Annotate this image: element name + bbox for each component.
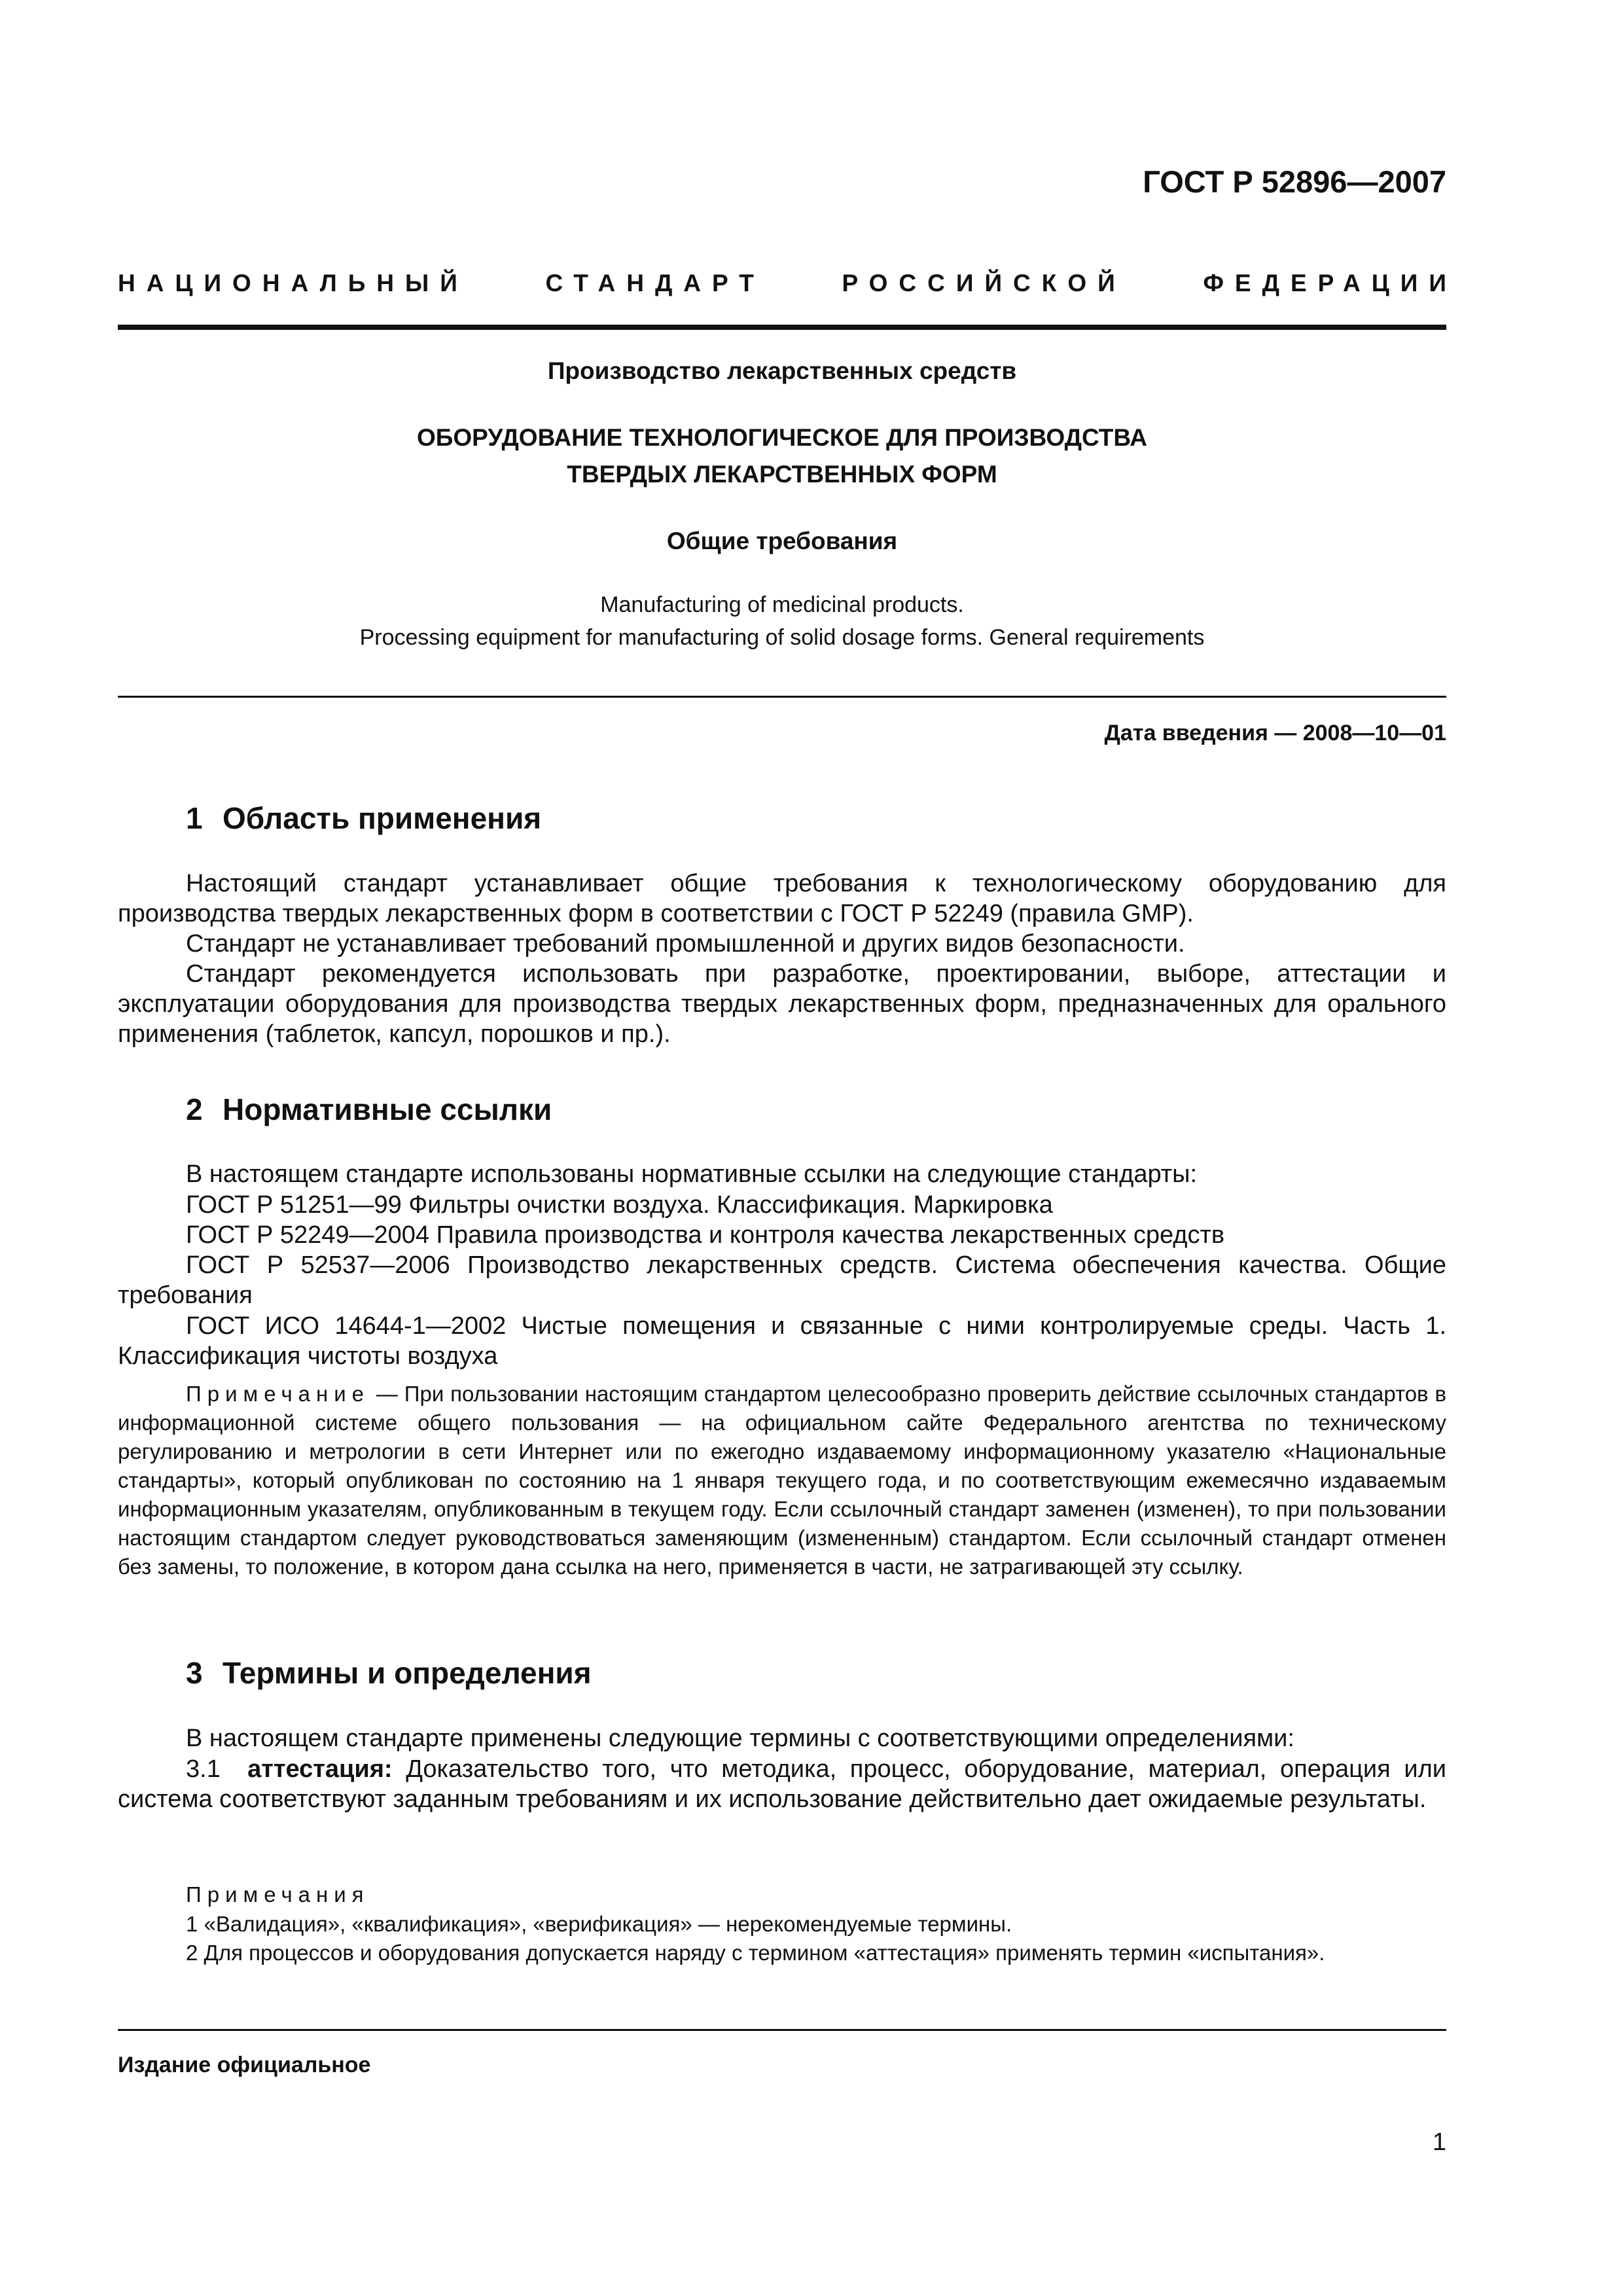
- title-divider: [118, 696, 1446, 698]
- paragraph: Настоящий стандарт устанавливает общие требования к технологическому оборудованию для производства твердых лекарственных форм в соответствии с ГОСТ Р 52249 (правила GMP).: [118, 870, 1446, 927]
- reference-item: ГОСТ ИСО 14644-1—2002 Чистые помещения и связанные с ними контролируемые среды. Часть 1. Классификация чистоты воздуха: [118, 1312, 1446, 1370]
- note-text: — При пользовании настоящим стандартом целесообразно проверить действие ссылочных стандартов в информационной системе общего пользования — на официальном сайте Федерального агентства по техническому регулированию и метрологии в сети Интернет или по ежегодно издаваемому информационному указателю «Национальные стандарты», который опубликован по состоянию на 1 января текущего года, и по соответствующим ежемесячно издаваемым информационным указателям, опубликованным в текущем году. Если ссылочный стандарт заменен (изменен), то при пользовании настоящим стандартом следует руководствоваться заменяющим (измененным) стандартом. Если ссылочный стандарт отменен без замены, то положение, в котором дана ссылка на него, применяется в части, не затрагивающей эту ссылку.: [118, 1382, 1446, 1579]
- section-heading: [186, 798, 541, 838]
- term-name: аттестация:: [247, 1755, 393, 1783]
- section-title: Область применения: [223, 801, 542, 835]
- term-note: 2 Для процессов и оборудования допускается наряду с термином «аттестация» применять термин «испытания».: [186, 1941, 1325, 1965]
- section-title: Нормативные ссылки: [223, 1092, 552, 1126]
- note-label: Примечание: [186, 1382, 370, 1406]
- paragraph: В настоящем стандарте применены следующие термины с соответствующими определениями:: [186, 1725, 1294, 1752]
- document-subtitle: Производство лекарственных средств: [547, 357, 1017, 384]
- paragraph: Стандарт не устанавливает требований промышленной и других видов безопасности.: [186, 930, 1185, 958]
- national-word: НАЦИОНАЛЬНЫЙ: [118, 270, 469, 296]
- term-definition: [118, 1754, 1446, 1814]
- national-word: ФЕДЕРАЦИИ: [1203, 270, 1457, 296]
- official-edition-label: Издание официальное: [118, 2053, 371, 2077]
- thick-divider: [118, 325, 1446, 330]
- title-line: ОБОРУДОВАНИЕ ТЕХНОЛОГИЧЕСКОЕ ДЛЯ ПРОИЗВОДСТВА: [416, 424, 1148, 451]
- paragraph: В настоящем стандарте использованы нормативные ссылки на следующие стандарты:: [186, 1160, 1198, 1188]
- document-title: [118, 420, 1446, 493]
- english-title-line: Manufacturing of medicinal products.: [600, 592, 964, 617]
- english-title: [118, 588, 1446, 654]
- reference-note: [118, 1380, 1446, 1581]
- reference-item: ГОСТ Р 52249—2004 Правила производства и контроля качества лекарственных средств: [186, 1221, 1225, 1249]
- paragraph: Стандарт рекомендуется использовать при разработке, проектировании, выборе, аттестации и эксплуатации оборудования для производства твердых лекарственных форм, предназначенных для орального применения (таблеток, капсул, порошков и пр.).: [118, 960, 1446, 1048]
- national-standard-heading: [118, 267, 1457, 300]
- notes-label: Примечания: [186, 1882, 370, 1907]
- national-word: РОССИЙСКОЙ: [842, 270, 1126, 296]
- section-number: 3: [186, 1656, 203, 1690]
- reference-item: ГОСТ Р 52537—2006 Производство лекарственных средств. Система обеспечения качества. Общие требования: [118, 1251, 1446, 1309]
- reference-item: ГОСТ Р 51251—99 Фильтры очистки воздуха. Классификация. Маркировка: [186, 1191, 1053, 1219]
- page-number: 1: [1432, 2128, 1446, 2156]
- english-title-line: Processing equipment for manufacturing of solid dosage forms. General requirements: [359, 625, 1205, 650]
- section-heading: [186, 1653, 592, 1693]
- national-word: СТАНДАРТ: [545, 270, 765, 296]
- standard-number: ГОСТ Р 52896—2007: [1143, 164, 1446, 199]
- section-heading: [186, 1090, 552, 1129]
- footer-divider: [118, 2029, 1446, 2031]
- title-line: ТВЕРДЫХ ЛЕКАРСТВЕННЫХ ФОРМ: [567, 461, 997, 488]
- section-title: Термины и определения: [223, 1656, 592, 1690]
- term-definition-text: Доказательство того, что методика, процесс, оборудование, материал, операция или система соответствуют заданным требованиям и их использование действительно дает ожидаемые результаты.: [118, 1755, 1446, 1813]
- requirements-title: Общие требования: [666, 528, 898, 554]
- section-number: 1: [186, 801, 203, 835]
- term-number: 3.1: [186, 1755, 221, 1783]
- section-number: 2: [186, 1092, 203, 1126]
- term-note: 1 «Валидация», «квалификация», «верификация» — нерекомендуемые термины.: [186, 1912, 1012, 1936]
- introduction-date: Дата введения — 2008—10—01: [1104, 721, 1446, 745]
